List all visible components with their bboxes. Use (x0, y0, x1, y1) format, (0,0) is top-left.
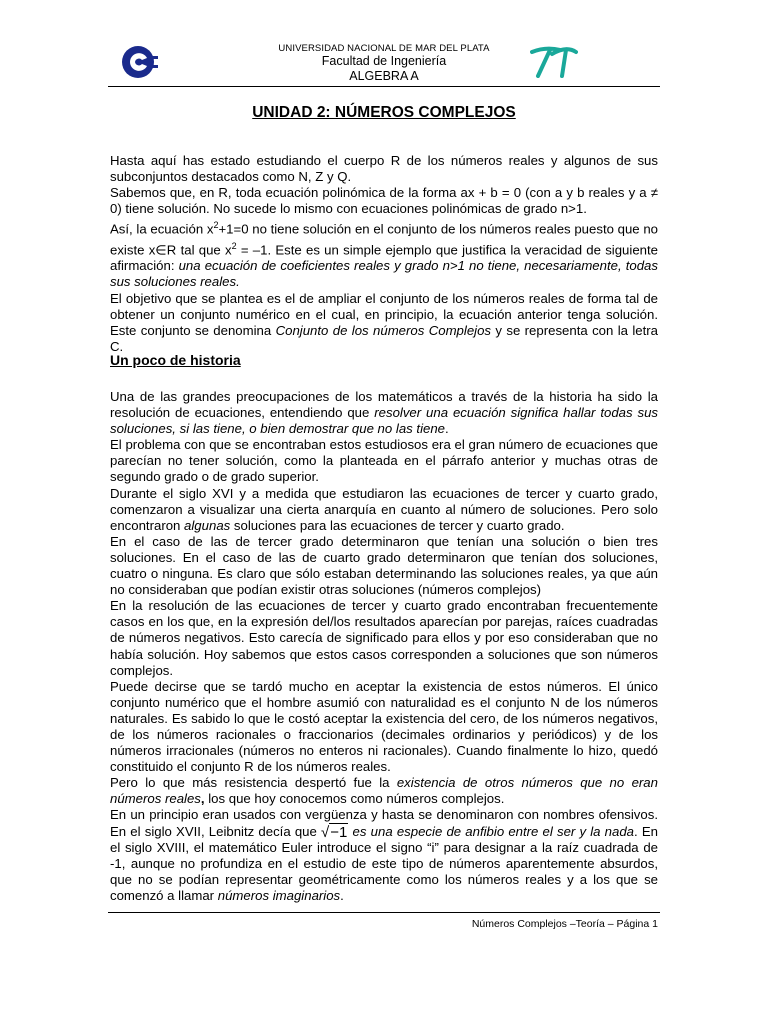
history-paragraph-1: Una de las grandes preocupaciones de los matemáticos a través de la historia ha sido la resolución de ecuaciones, entendiendo que resolver una ecuación significa hallar todas sus soluciones, si las tiene, o bien demostrar que no las tiene. (110, 389, 658, 437)
faculty-logo-icon (530, 46, 578, 78)
course-name: ALGEBRA A (349, 69, 419, 83)
university-name: UNIVERSIDAD NACIONAL DE MAR DEL PLATA (278, 43, 490, 54)
history-paragraph-2: El problema con que se encontraban estos estudiosos era el gran número de ecuaciones que parecían no tener solución, como la planteada en el párrafo anterior y muchas otras de segundo grado o de grado superior. (110, 437, 658, 485)
intro-paragraph-2: Sabemos que, en R, toda ecuación polinómica de la forma ax + b = 0 (con a y b reales y a ≠ 0) tiene solución. No sucede lo mismo con ecuaciones polinómicas de grado n>1. (110, 185, 658, 217)
intro-section (110, 153, 658, 355)
intro-paragraph-3: Así, la ecuación $x^2+1=0$ no tiene solución en el conjunto de los números reales puesto que no existe x∈R tal que $x^2 = -1$. Este es un simple ejemplo que justifica la veracidad de siguiente afirmación: una ecuación de coeficientes reales y grado n>1 no tiene, necesariamente, todas sus soluciones reales. (110, 220, 658, 290)
page-footer: Números Complejos –Teoría – Página 1 (471, 918, 658, 930)
history-paragraph-6: Puede decirse que se tardó mucho en aceptar la existencia de estos números. El único conjunto numérico que el hombre asumió con naturalidad es el conjunto N de los números naturales. Es sabido lo que le costó aceptar la existencia del cero, de los números negativos, de los números racionales o fraccionarios (decimales ordinarios y periódicos) y de los números irracionales (números no enteros ni racionales). Cuando finalmente lo hizo, quedó constituido el conjunto R de los números reales. (110, 678, 658, 775)
section-heading: Un poco de historia (110, 352, 241, 368)
history-paragraph-4: En el caso de las de tercer grado determinaron que tenían una solución o bien tres soluciones. En el caso de las de cuarto grado determinaron que tenían dos soluciones, cuatro o ninguna. Es claro que sólo estaban determinando las soluciones reales, ya que aún no consideraban que podían existir otras soluciones (números complejos) (110, 533, 658, 598)
history-paragraph-3: Durante el siglo XVI y a medida que estudiaron las ecuaciones de tercer y cuarto grado, comenzaron a visualizar una cierta anarquía en cuanto al número de soluciones. Pero solo encontraron algunas soluciones para las ecuaciones de tercer y cuarto grado. (110, 485, 658, 533)
history-section (110, 389, 658, 904)
history-paragraph-5: En la resolución de las ecuaciones de tercer y cuarto grado encontraban frecuentemente casos en los que, en la expresión del/los resultados aparecían por parejas, raíces cuadradas de números negativos. Esto carecía de significado para ellos y por eso consideraban que no había solución. Hoy sabemos que estos casos corresponden a soluciones que son números complejos. (110, 598, 658, 678)
header-divider (108, 86, 660, 87)
intro-paragraph-4: El objetivo que se plantea es el de ampliar el conjunto de los números reales de forma tal de obtener un conjunto numérico en el cual, en principio, la ecuación anterior tenga solución. Este conjunto se denomina Conjunto de los números Complejos y se representa con la letra C. (110, 290, 658, 354)
faculty-name: Facultad de Ingeniería (321, 54, 447, 68)
sqrt-minus-one: √−1 (321, 823, 348, 841)
history-paragraph-8: En un principio eran usados con vergüenza y hasta se denominaron con nombres ofensivos. En el siglo XVII, Leibnitz decía que √−1 es una especie de anfibio entre el ser y la nada. En el siglo XVIII, el matemático Euler introduce el signo “i” para designar a la raíz cuadrada de -1, aunque no profundiza en el estudio de este tipo de números aparentemente absurdos, que no se podían representar geométricamente como los números reales y a los que se comenzó a llamar números imaginarios. (110, 807, 658, 903)
page-title: UNIDAD 2: NÚMEROS COMPLEJOS (252, 104, 516, 121)
intro-paragraph-1: Hasta aquí has estado estudiando el cuerpo R de los números reales y algunos de sus subconjuntos destacados como N, Z y Q. (110, 153, 658, 185)
history-paragraph-7: Pero lo que más resistencia despertó fue la existencia de otros números que no eran números reales, los que hoy conocemos como números complejos. (110, 775, 658, 807)
footer-divider (108, 912, 660, 913)
